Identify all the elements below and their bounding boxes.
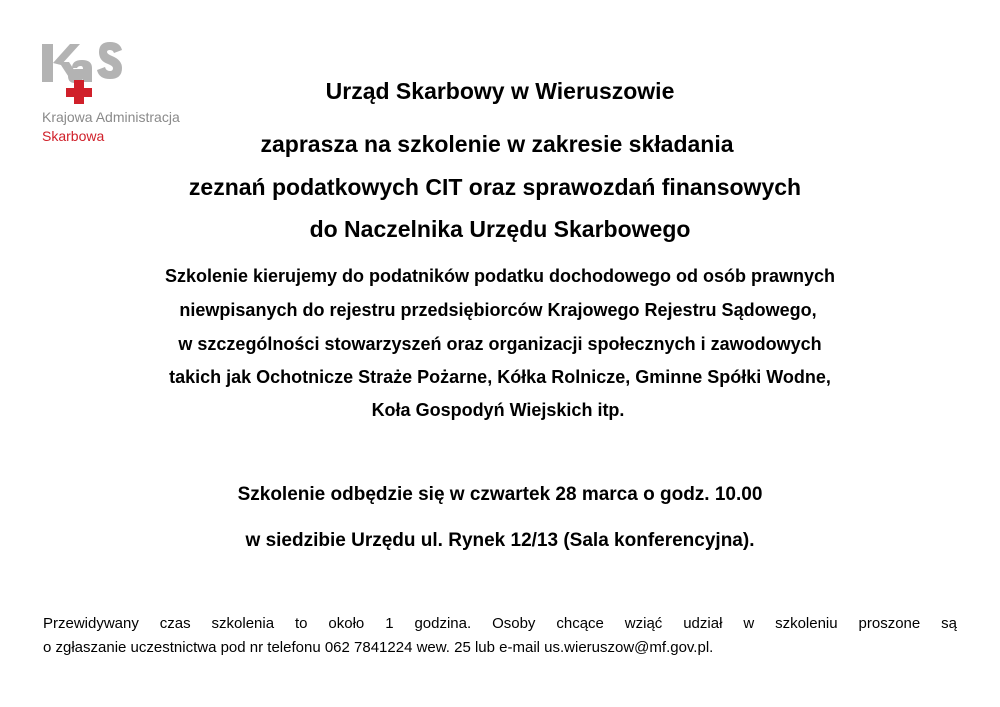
document-title: Urząd Skarbowy w Wieruszowie <box>325 78 675 104</box>
schedule-location-line: w siedzibie Urzędu ul. Rynek 12/13 (Sala konferencyjna). <box>245 530 755 551</box>
description-line-1: Szkolenie kierujemy do podatników podatku dochodowego od osób prawnych <box>164 266 836 286</box>
logo-text-skarbowa: Skarbowa <box>42 128 105 144</box>
headline-line-1: zaprasza na szkolenie w zakresie składania <box>260 131 734 157</box>
description-line-2: niewpisanych do rejestru przedsiębiorców Krajowego Rejestru Sądowego, <box>179 300 817 320</box>
headline-line-2: zeznań podatkowych CIT oraz sprawozdań finansowych <box>188 174 802 200</box>
description-line-3: w szczególności stowarzyszeń oraz organizacji społecznych i zawodowych <box>178 334 822 354</box>
footer-line-2: o zgłaszanie uczestnictwa pod nr telefonu 062 7841224 wew. 25 lub e-mail us.wieruszow@mf.gov.pl. <box>43 639 714 656</box>
schedule-date-line: Szkolenie odbędzie się w czwartek 28 marca o godz. 10.00 <box>237 484 763 505</box>
logo-text-krajowa-administracja: Krajowa Administracja <box>42 109 180 125</box>
description-line-4: takich jak Ochotnicze Straże Pożarne, Kółka Rolnicze, Gminne Spółki Wodne, <box>169 367 831 387</box>
footer-line-1: Przewidywany czas szkolenia to około 1 godzina. Osoby chcące wziąć udział w szkoleniu proszone są <box>43 615 957 632</box>
headline-line-3: do Naczelnika Urzędu Skarbowego <box>309 216 691 242</box>
description-line-5: Koła Gospodyń Wiejskich itp. <box>371 400 625 420</box>
